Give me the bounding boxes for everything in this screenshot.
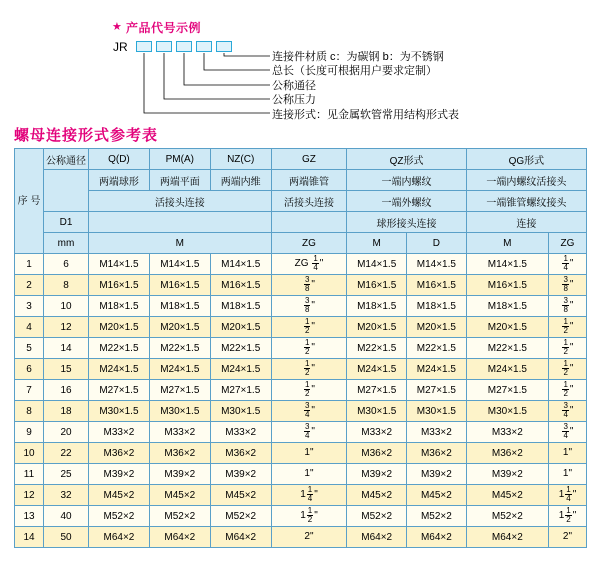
cell-dn: 6 (44, 254, 89, 275)
legend-item-material: 连接件材质 c：为碳钢 b：为不锈钢 (272, 51, 444, 63)
cell-qz-d: M20×1.5 (407, 317, 467, 338)
header-qg-connection: 连接 (466, 212, 586, 233)
cell-qz-m: M39×2 (347, 464, 407, 485)
cell-qg-zg: $\frac{3}{8}$ " (548, 275, 586, 296)
cell-qd: M64×2 (89, 527, 150, 548)
cell-dn: 32 (44, 485, 89, 506)
cell-dn: 15 (44, 359, 89, 380)
cell-pm: M33×2 (149, 422, 210, 443)
cell-qd: M20×1.5 (89, 317, 150, 338)
cell-qz-m: M64×2 (347, 527, 407, 548)
cell-qg-m: M16×1.5 (466, 275, 548, 296)
cell-qz-m: M52×2 (347, 506, 407, 527)
header-qg-thread-zg: ZG (548, 233, 586, 254)
table-row (15, 254, 587, 275)
header-group-pm-code: PM(A) (149, 149, 210, 170)
cell-qd: M27×1.5 (89, 380, 150, 401)
cell-pm: M45×2 (149, 485, 210, 506)
cell-gz: 1" (271, 443, 347, 464)
code-box-2 (156, 41, 172, 52)
cell-qz-m: M33×2 (347, 422, 407, 443)
code-box-3 (176, 41, 192, 52)
cell-qz-m: M45×2 (347, 485, 407, 506)
cell-gz: $\frac{1}{2}$ " (271, 338, 347, 359)
cell-gz: $\frac{3}{8}$ " (271, 275, 347, 296)
cell-qd: M39×2 (89, 464, 150, 485)
cell-seq: 6 (15, 359, 44, 380)
table-header-row-5 (15, 233, 587, 254)
cell-qd: M33×2 (89, 422, 150, 443)
header-seq (15, 149, 44, 254)
cell-dn: 18 (44, 401, 89, 422)
table-row (15, 527, 587, 548)
nut-connection-table (14, 148, 587, 548)
cell-pm: M52×2 (149, 506, 210, 527)
header-blank-2 (271, 212, 347, 233)
cell-gz: 1" (271, 464, 347, 485)
cell-dn: 8 (44, 275, 89, 296)
code-box-1 (136, 41, 152, 52)
header-pm-desc: 两端平面 (149, 170, 210, 191)
table-row (15, 443, 587, 464)
cell-qz-m: M20×1.5 (347, 317, 407, 338)
table-row (15, 338, 587, 359)
cell-qz-d: M64×2 (407, 527, 467, 548)
cell-seq: 9 (15, 422, 44, 443)
header-group-gz-code: GZ (271, 149, 347, 170)
header-dn-sub: D1 (44, 212, 89, 233)
header-blank-1 (89, 212, 272, 233)
header-dn-sub-spacer (44, 170, 89, 212)
cell-seq: 14 (15, 527, 44, 548)
code-prefix-label: JR (113, 40, 128, 54)
header-dn-unit: mm (44, 233, 89, 254)
cell-qz-m: M36×2 (347, 443, 407, 464)
table-row (15, 380, 587, 401)
header-qg-thread-m: M (466, 233, 548, 254)
cell-nz: M30×1.5 (210, 401, 271, 422)
legend-item-nominal-diameter: 公称通径 (272, 79, 316, 92)
cell-qz-d: M52×2 (407, 506, 467, 527)
cell-seq: 3 (15, 296, 44, 317)
cell-qz-d: M24×1.5 (407, 359, 467, 380)
cell-qz-d: M36×2 (407, 443, 467, 464)
cell-dn: 20 (44, 422, 89, 443)
header-seq-label: 序 号 (17, 195, 41, 207)
cell-qg-zg: $\frac{1}{2}$ " (548, 359, 586, 380)
cell-qz-d: M39×2 (407, 464, 467, 485)
cell-pm: M39×2 (149, 464, 210, 485)
header-group-qz-code: QZ形式 (347, 149, 466, 170)
cell-qg-m: M27×1.5 (466, 380, 548, 401)
cell-nz: M20×1.5 (210, 317, 271, 338)
cell-qz-m: M24×1.5 (347, 359, 407, 380)
cell-qg-m: M22×1.5 (466, 338, 548, 359)
cell-dn: 25 (44, 464, 89, 485)
cell-qz-d: M27×1.5 (407, 380, 467, 401)
header-qz-thread-m: M (347, 233, 407, 254)
code-box-5 (216, 41, 232, 52)
table-row (15, 359, 587, 380)
cell-pm: M16×1.5 (149, 275, 210, 296)
cell-pm: M14×1.5 (149, 254, 210, 275)
table-row (15, 401, 587, 422)
header-qg-desc-1: 一端内螺纹活接头 (466, 170, 586, 191)
header-thread-m: M (89, 233, 272, 254)
cell-pm: M30×1.5 (149, 401, 210, 422)
cell-qg-zg: $\frac{1}{4}$ " (548, 254, 586, 275)
cell-nz: M16×1.5 (210, 275, 271, 296)
cell-qg-m: M36×2 (466, 443, 548, 464)
header-qz-desc-1: 一端内螺纹 (347, 170, 466, 191)
cell-qg-m: M24×1.5 (466, 359, 548, 380)
cell-qg-zg: $\frac{3}{8}$ " (548, 296, 586, 317)
cell-qg-m: M64×2 (466, 527, 548, 548)
cell-seq: 2 (15, 275, 44, 296)
table-header-row-1 (15, 149, 587, 170)
header-qd-connection: 活接头连接 (89, 191, 272, 212)
cell-seq: 8 (15, 401, 44, 422)
cell-qd: M36×2 (89, 443, 150, 464)
cell-qd: M30×1.5 (89, 401, 150, 422)
table-row (15, 317, 587, 338)
cell-dn: 14 (44, 338, 89, 359)
table-header-row-3 (15, 191, 587, 212)
cell-seq: 5 (15, 338, 44, 359)
cell-nz: M64×2 (210, 527, 271, 548)
header-dn-label: 公称通径 (44, 149, 89, 170)
header-qz-connection: 球形接头连接 (347, 212, 466, 233)
cell-qg-zg: 1 $\frac{1}{4}$ " (548, 485, 586, 506)
cell-qz-d: M33×2 (407, 422, 467, 443)
table-row (15, 422, 587, 443)
cell-qg-m: M20×1.5 (466, 317, 548, 338)
cell-qg-m: M45×2 (466, 485, 548, 506)
cell-nz: M45×2 (210, 485, 271, 506)
header-group-qg-code: QG形式 (466, 149, 586, 170)
cell-nz: M14×1.5 (210, 254, 271, 275)
header-nz-desc: 两端内维 (210, 170, 271, 191)
cell-nz: M22×1.5 (210, 338, 271, 359)
cell-qg-zg: 1" (548, 464, 586, 485)
cell-dn: 10 (44, 296, 89, 317)
cell-gz: 1 $\frac{1}{4}$ " (271, 485, 347, 506)
product-code-example (0, 0, 600, 121)
cell-dn: 40 (44, 506, 89, 527)
cell-qg-zg: $\frac{3}{4}$ " (548, 401, 586, 422)
header-gz-desc: 两端锥管 (271, 170, 347, 191)
header-qg-desc-2: 一端锥管螺纹接头 (466, 191, 586, 212)
cell-qg-zg: 1 $\frac{1}{2}$ " (548, 506, 586, 527)
cell-gz: $\frac{3}{8}$ " (271, 296, 347, 317)
cell-pm: M64×2 (149, 527, 210, 548)
cell-qg-zg: $\frac{1}{2}$ " (548, 338, 586, 359)
legend-item-connection-type: 连接形式：见金属软管常用结构形式表 (272, 108, 459, 121)
cell-qd: M45×2 (89, 485, 150, 506)
cell-qz-d: M16×1.5 (407, 275, 467, 296)
cell-gz: $\frac{3}{4}$ " (271, 422, 347, 443)
cell-qz-d: M30×1.5 (407, 401, 467, 422)
cell-pm: M18×1.5 (149, 296, 210, 317)
cell-nz: M52×2 (210, 506, 271, 527)
cell-qg-zg: $\frac{3}{4}$ " (548, 422, 586, 443)
cell-gz: $\frac{3}{4}$ " (271, 401, 347, 422)
table-row (15, 464, 587, 485)
cell-qg-m: M18×1.5 (466, 296, 548, 317)
cell-dn: 22 (44, 443, 89, 464)
cell-pm: M22×1.5 (149, 338, 210, 359)
cell-nz: M33×2 (210, 422, 271, 443)
cell-qg-m: M52×2 (466, 506, 548, 527)
header-qz-desc-2: 一端外螺纹 (347, 191, 466, 212)
cell-qz-m: M27×1.5 (347, 380, 407, 401)
cell-seq: 11 (15, 464, 44, 485)
cell-qz-m: M18×1.5 (347, 296, 407, 317)
header-thread-zg: ZG (271, 233, 347, 254)
code-box-4 (196, 41, 212, 52)
cell-qz-d: M22×1.5 (407, 338, 467, 359)
header-qd-desc: 两端球形 (89, 170, 150, 191)
cell-seq: 12 (15, 485, 44, 506)
cell-qz-d: M18×1.5 (407, 296, 467, 317)
cell-qz-m: M16×1.5 (347, 275, 407, 296)
table-row (15, 296, 587, 317)
cell-seq: 10 (15, 443, 44, 464)
code-boxes (136, 41, 232, 52)
cell-qz-d: M14×1.5 (407, 254, 467, 275)
cell-qd: M18×1.5 (89, 296, 150, 317)
legend-item-length: 总长（长度可根据用户要求定制） (272, 65, 437, 78)
cell-dn: 16 (44, 380, 89, 401)
header-group-qd-code: Q(D) (89, 149, 150, 170)
table-row (15, 485, 587, 506)
cell-dn: 50 (44, 527, 89, 548)
cell-gz: $\frac{1}{2}$ " (271, 317, 347, 338)
cell-gz: 1 $\frac{1}{2}$ " (271, 506, 347, 527)
cell-seq: 13 (15, 506, 44, 527)
cell-qg-m: M33×2 (466, 422, 548, 443)
cell-qz-m: M22×1.5 (347, 338, 407, 359)
table-row (15, 506, 587, 527)
cell-qg-zg: $\frac{1}{2}$ " (548, 380, 586, 401)
legend-item-nominal-pressure: 公称压力 (272, 94, 316, 107)
cell-pm: M20×1.5 (149, 317, 210, 338)
cell-qd: M22×1.5 (89, 338, 150, 359)
cell-gz: $\frac{1}{2}$ " (271, 380, 347, 401)
cell-nz: M27×1.5 (210, 380, 271, 401)
cell-nz: M36×2 (210, 443, 271, 464)
table-header-row-4 (15, 212, 587, 233)
cell-pm: M24×1.5 (149, 359, 210, 380)
cell-dn: 12 (44, 317, 89, 338)
cell-pm: M27×1.5 (149, 380, 210, 401)
table-row (15, 275, 587, 296)
cell-qd: M16×1.5 (89, 275, 150, 296)
cell-qd: M14×1.5 (89, 254, 150, 275)
cell-nz: M18×1.5 (210, 296, 271, 317)
cell-qg-m: M39×2 (466, 464, 548, 485)
cell-gz: 2" (271, 527, 347, 548)
star-icon: ★ (112, 21, 122, 33)
cell-qd: M52×2 (89, 506, 150, 527)
cell-pm: M36×2 (149, 443, 210, 464)
cell-gz: $\frac{1}{2}$ " (271, 359, 347, 380)
code-legend-list (272, 50, 459, 122)
section-title: 螺母连接形式参考表 (14, 127, 159, 144)
cell-qz-m: M30×1.5 (347, 401, 407, 422)
header-group-nz-code: NZ(C) (210, 149, 271, 170)
header-qz-thread-d: D (407, 233, 467, 254)
cell-nz: M39×2 (210, 464, 271, 485)
code-example-title: 产品代号示例 (126, 21, 202, 35)
cell-qz-m: M14×1.5 (347, 254, 407, 275)
cell-seq: 4 (15, 317, 44, 338)
cell-qz-d: M45×2 (407, 485, 467, 506)
cell-nz: M24×1.5 (210, 359, 271, 380)
cell-qg-zg: 1" (548, 443, 586, 464)
cell-qg-m: M30×1.5 (466, 401, 548, 422)
table-header-row-2 (15, 170, 587, 191)
cell-qd: M24×1.5 (89, 359, 150, 380)
cell-qg-m: M14×1.5 (466, 254, 548, 275)
cell-gz: ZG $\frac{1}{4}$ " (271, 254, 347, 275)
cell-seq: 7 (15, 380, 44, 401)
header-gz-connection: 活接头连接 (271, 191, 347, 212)
cell-qg-zg: 2" (548, 527, 586, 548)
cell-qg-zg: $\frac{1}{2}$ " (548, 317, 586, 338)
cell-seq: 1 (15, 254, 44, 275)
